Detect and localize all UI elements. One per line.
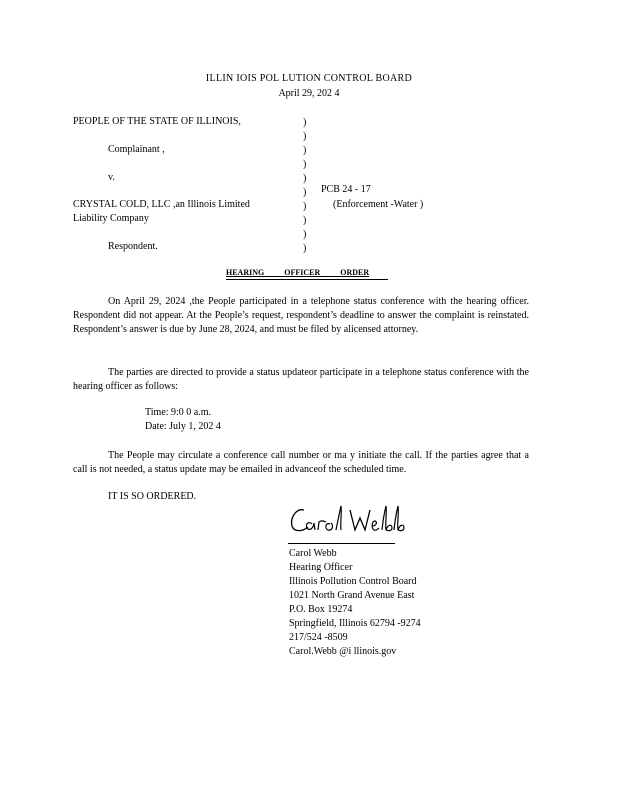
so-ordered: IT IS SO ORDERED. <box>108 491 197 502</box>
paragraph-status-conference: On April 29, 2024 ,the People participated in a telephone status conference with the hearing officer. Respondent did not appear. At the People’s request, respondent’s deadline to answer the complaint is reinstated. Respondent’s answer is due by June 28, 2024, and must be filed by alicensed attorney. <box>73 296 529 335</box>
versus-label: v. <box>108 172 115 183</box>
signer-organization: Illinois Pollution Control Board <box>289 576 417 587</box>
paren: ) <box>303 229 307 240</box>
paren: ) <box>303 243 307 254</box>
signer-name: Carol Webb <box>289 548 337 559</box>
paren: ) <box>303 173 307 184</box>
signer-email: Carol.Webb @i llinois.gov <box>289 646 397 657</box>
paren: ) <box>303 187 307 198</box>
plaintiff-name: PEOPLE OF THE STATE OF ILLINOIS, <box>73 116 241 127</box>
agency-header: ILLIN IOIS POL LUTION CONTROL BOARD <box>205 73 413 84</box>
document-date: April 29, 202 4 <box>278 88 340 99</box>
signature-block <box>289 547 421 659</box>
conference-date: Date: July 1, 202 4 <box>145 421 221 432</box>
signature-line <box>288 543 395 544</box>
paren: ) <box>303 145 307 156</box>
defendant-role: Respondent. <box>108 241 158 252</box>
paragraph-directive: The parties are directed to provide a status updateor participate in a telephone status conference with the hearing officer as follows: <box>73 367 529 392</box>
signer-title: Hearing Officer <box>289 562 353 573</box>
signer-address-city: Springfield, Illinois 62794 -9274 <box>289 618 421 629</box>
paren: ) <box>303 131 307 142</box>
title-underline <box>226 279 388 280</box>
handwritten-signature <box>288 500 413 542</box>
paren: ) <box>303 159 307 170</box>
defendant-name-line2: Liability Company <box>73 213 149 224</box>
signer-address-po: P.O. Box 19274 <box>289 604 353 615</box>
paren: ) <box>303 201 307 212</box>
paragraph-call-instructions: The People may circulate a conference call number or ma y initiate the call. If the parties agree that a call is not needed, a status update may be emailed in advanceof the scheduled time. <box>73 450 529 475</box>
signer-phone: 217/524 -8509 <box>289 632 348 643</box>
conference-time: Time: 9:0 0 a.m. <box>145 407 212 418</box>
paren: ) <box>303 215 307 226</box>
case-number: PCB 24 - 17 <box>321 184 371 195</box>
defendant-name-line1: CRYSTAL COLD, LLC ,an Illinois Limited <box>73 199 250 210</box>
order-title: HEARING OFFICER ORDER <box>226 268 370 277</box>
plaintiff-role: Complainant , <box>108 144 165 155</box>
case-type: (Enforcement -Water ) <box>333 199 424 210</box>
paren: ) <box>303 117 307 128</box>
signer-address-street: 1021 North Grand Avenue East <box>289 590 415 601</box>
caption-parentheses <box>303 116 306 256</box>
